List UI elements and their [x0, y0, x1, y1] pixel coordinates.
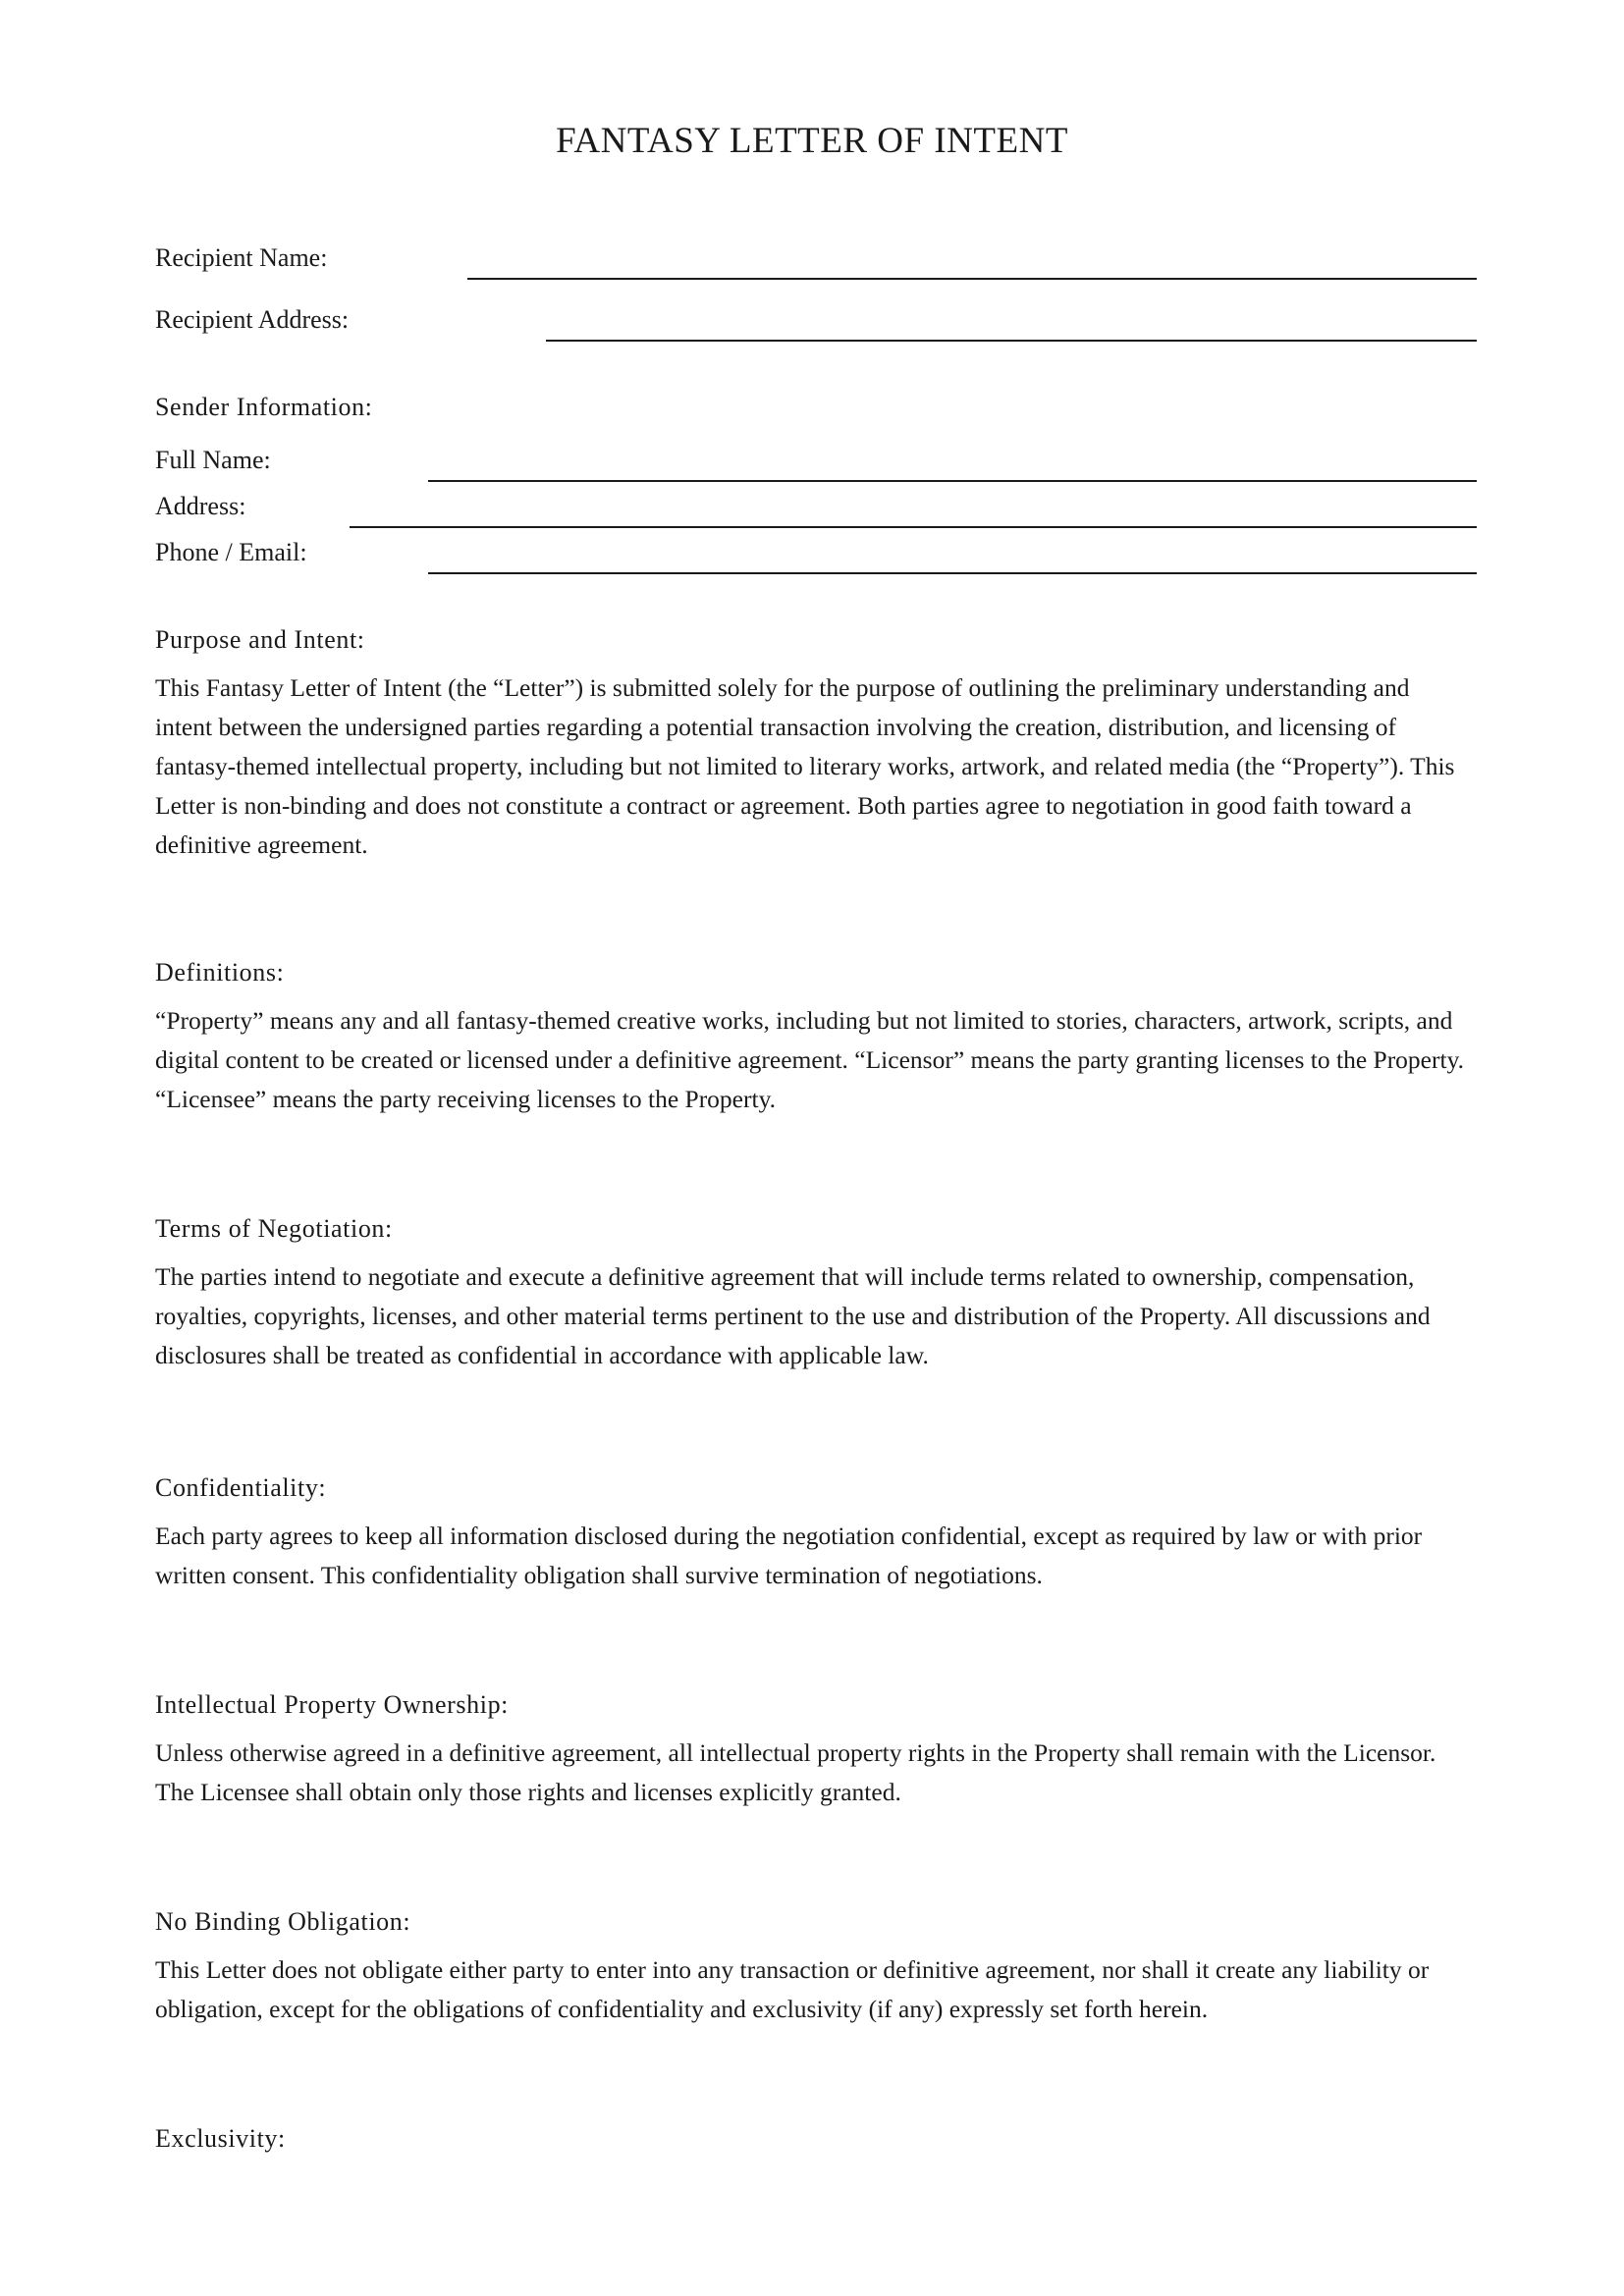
- full-name-label: Full Name:: [155, 446, 271, 474]
- section-body: Unless otherwise agreed in a definitive agreement, all intellectual property rights in the Property shall remain with the Licensor. The Licensee shall obtain only those rights and licenses explicitly granted.: [155, 1738, 1436, 1806]
- section-heading: Intellectual Property Ownership:: [155, 1690, 509, 1719]
- section-purpose-and-intent: [155, 625, 1471, 865]
- section-heading: Exclusivity:: [155, 2124, 286, 2153]
- section-confidentiality: [155, 1473, 1471, 1595]
- section-body: The parties intend to negotiate and execute a definitive agreement that will include terms related to ownership, compensation, royalties, copyrights, licenses, and other material terms pertinent to the use and distribution of the Property. All discussions and disclosures shall be treated as confidential in accordance with applicable law.: [155, 1262, 1431, 1369]
- recipient-address-line[interactable]: [546, 340, 1477, 342]
- section-body: This Letter does not obligate either party to enter into any transaction or definitive agreement, nor shall it create any liability or obligation, except for the obligations of confidentiality and exclusivity (if any) expressly set forth herein.: [155, 1955, 1430, 2023]
- section-terms-of-negotiation: [155, 1214, 1471, 1375]
- section-heading: Terms of Negotiation:: [155, 1214, 393, 1243]
- section-heading: Definitions:: [155, 958, 285, 987]
- section-body: “Property” means any and all fantasy-themed creative works, including but not limited to stories, characters, artwork, scripts, and digital content to be created or licensed under a definitive agreement. “Licensor” means the party granting licenses to the Property. “Licensee” means the party receiving licenses to the Property.: [155, 1006, 1465, 1113]
- section-exclusivity: [155, 2124, 1471, 2167]
- phone-email-line[interactable]: [428, 572, 1477, 574]
- recipient-address-label: Recipient Address:: [155, 305, 350, 334]
- sender-full-name-field: [155, 438, 1477, 477]
- phone-email-label: Phone / Email:: [155, 538, 307, 566]
- sender-address-field: [155, 484, 1477, 523]
- recipient-name-line[interactable]: [467, 278, 1477, 280]
- address-label: Address:: [155, 492, 246, 520]
- section-body: Each party agrees to keep all information disclosed during the negotiation confidential, except as required by law or with prior written consent. This confidentiality obligation shall survive termination of negotiations.: [155, 1522, 1423, 1589]
- recipient-name-field: [155, 236, 1477, 275]
- recipient-name-label: Recipient Name:: [155, 243, 328, 272]
- section-heading: Purpose and Intent:: [155, 625, 365, 654]
- section-definitions: [155, 958, 1471, 1119]
- section-no-binding-obligation: [155, 1907, 1471, 2029]
- section-heading: Confidentiality:: [155, 1473, 327, 1502]
- sender-phone-email-field: [155, 530, 1477, 569]
- document-title: FANTASY LETTER OF INTENT: [556, 121, 1068, 161]
- recipient-address-field: [155, 297, 1477, 337]
- section-heading: No Binding Obligation:: [155, 1907, 411, 1936]
- sender-information-heading: Sender Information:: [155, 393, 373, 421]
- section-body: This Fantasy Letter of Intent (the “Letter”) is submitted solely for the purpose of outlining the preliminary understanding and intent between the undersigned parties regarding a potential transaction involving the creation, distribution, and licensing of fantasy-themed intellectual property, including but not limited to literary works, artwork, and related media (the “Property”). This Letter is non-binding and does not constitute a contract or agreement. Both parties agree to negotiation in good faith toward a definitive agreement.: [155, 673, 1455, 859]
- full-name-line[interactable]: [428, 480, 1477, 482]
- address-line[interactable]: [350, 526, 1477, 528]
- section-intellectual-property-ownership: [155, 1690, 1471, 1812]
